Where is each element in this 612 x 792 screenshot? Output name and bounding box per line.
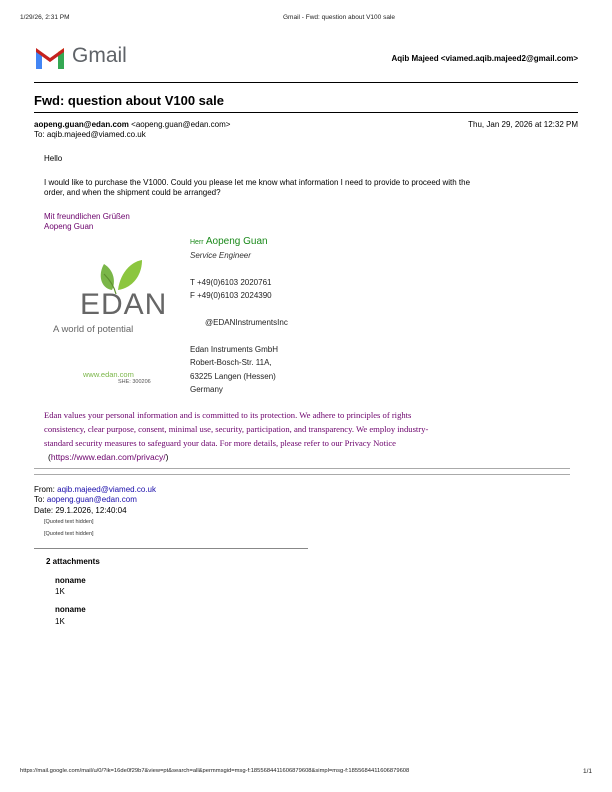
to-label: To: (34, 130, 45, 139)
message-date: Thu, Jan 29, 2026 at 12:32 PM (468, 120, 578, 129)
quoted-from (34, 485, 156, 494)
privacy-line-2: consistency, clear purpose, consent, minimal use, security, participation, and transparency. We employ industry- (44, 424, 429, 434)
sender-line (34, 120, 230, 129)
recipient-line (34, 130, 146, 139)
sender-name: aopeng.guan@edan.com (34, 120, 129, 129)
edan-url: www.edan.com (83, 370, 134, 379)
signature-name-line (190, 236, 268, 247)
privacy-line-1: Edan values your personal information and is committed to its protection. We adhere to principles of rights (44, 410, 412, 420)
quoted-text-hidden-2[interactable]: [Quoted text hidden] (44, 531, 94, 537)
print-footer-url: https://mail.google.com/mail/u/0/?ik=16de0f29b7&view=pt&search=all&permmsgid=msg-f:1855684411606879608&simpl=msg-f:1855684411606879608 (20, 768, 410, 774)
sender-address: <aopeng.guan@edan.com> (131, 120, 231, 129)
signature-name: Aopeng Guan (205, 236, 268, 247)
print-page-title: Gmail - Fwd: question about V100 sale (283, 14, 396, 21)
privacy-link[interactable]: https://www.edan.com/privacy/ (50, 452, 166, 462)
quoted-date-label: Date: (34, 506, 54, 515)
body-line-1: I would like to purchase the V1000. Could you please let me know what information I need to provide to proceed with the (44, 178, 471, 187)
signature-country: Germany (190, 385, 223, 394)
closing: Mit freundlichen Grüßen (44, 212, 130, 221)
signature-city: 63225 Langen (Hessen) (190, 372, 276, 381)
account-user: Aqib Majeed <viamed.aqib.majeed2@gmail.com> (391, 54, 578, 63)
attachment-1-name[interactable]: noname (55, 576, 86, 585)
signature-social: @EDANInstrumentsInc (205, 318, 288, 327)
gmail-logo-icon (34, 45, 66, 69)
privacy-line-3: standard security measures to safeguard your data. For more details, please refer to our Privacy Notice (44, 438, 396, 448)
attachment-2-size: 1K (55, 617, 65, 626)
quoted-date-value: 29.1.2026, 12:40:04 (55, 506, 127, 515)
signature-phone: T +49(0)6103 2020761 (190, 278, 272, 287)
print-footer-page: 1/1 (582, 768, 592, 775)
attachments-divider (34, 548, 308, 549)
quoted-text-hidden-1[interactable]: [Quoted text hidden] (44, 519, 94, 525)
email-subject: Fwd: question about V100 sale (34, 93, 224, 108)
recipient-address: aqib.majeed@viamed.co.uk (46, 130, 146, 139)
attachments-title: 2 attachments (46, 557, 100, 566)
print-datetime: 1/29/26, 2:31 PM (20, 14, 70, 21)
quoted-date (34, 506, 127, 515)
edan-logo (53, 256, 170, 386)
signature-salutation: Herr (190, 239, 204, 246)
signature-company: Edan Instruments GmbH (190, 345, 279, 354)
edan-code: SHE: 300206 (118, 379, 151, 385)
gmail-wordmark: Gmail (72, 44, 127, 67)
header-divider (34, 82, 578, 83)
quoted-to (34, 495, 137, 504)
attachment-2-name[interactable]: noname (55, 605, 86, 614)
quoted-from-address[interactable]: aqib.majeed@viamed.co.uk (57, 485, 156, 494)
privacy-link-open: ( (48, 452, 51, 462)
quoted-from-label: From: (34, 485, 55, 494)
attachment-1-size: 1K (55, 587, 65, 596)
quote-divider-1 (34, 468, 570, 469)
greeting: Hello (44, 154, 63, 163)
edan-tagline: A world of potential (53, 324, 134, 335)
signature-street: Robert-Bosch-Str. 11A, (190, 358, 272, 367)
signature-fax: F +49(0)6103 2024390 (190, 291, 272, 300)
privacy-link-close: ) (165, 452, 169, 462)
quoted-to-label: To: (34, 495, 45, 504)
edan-logo-text: EDAN (80, 288, 168, 321)
body-line-2: order, and when the shipment could be arranged? (44, 188, 221, 197)
closing-name: Aopeng Guan (44, 222, 94, 231)
privacy-link-line (48, 452, 168, 462)
subject-divider (34, 112, 578, 113)
quoted-to-address[interactable]: aopeng.guan@edan.com (46, 495, 137, 504)
quote-divider-2 (34, 474, 570, 475)
signature-role: Service Engineer (190, 251, 251, 260)
